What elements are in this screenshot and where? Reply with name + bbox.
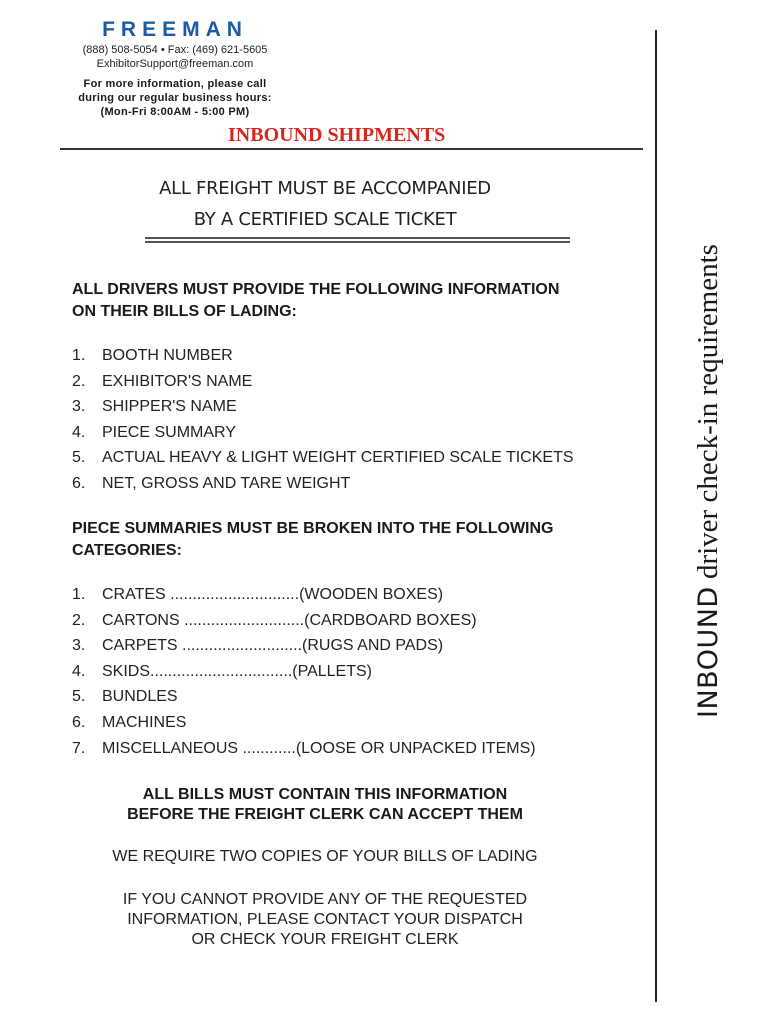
contact-notice-line-2: INFORMATION, PLEASE CONTACT YOUR DISPATCH [127, 911, 523, 928]
list-text: SKIDS................................(PALLETS) [102, 662, 372, 680]
list-text: MACHINES [102, 713, 187, 731]
list-item [72, 710, 536, 736]
list-item [72, 736, 536, 762]
side-title [692, 244, 725, 718]
list-number: 3. [72, 637, 86, 655]
side-title-rest: driver check-in requirements [692, 244, 724, 580]
list-number: 2. [72, 611, 86, 629]
list-number: 5. [72, 688, 86, 706]
list-item [72, 471, 574, 497]
list-item [72, 445, 574, 471]
list-text: CARTONS ...........................(CARDBOARD BOXES) [102, 611, 477, 629]
list-item [72, 608, 536, 634]
drivers-heading-line-1: ALL DRIVERS MUST PROVIDE THE FOLLOWING INFORMATION [72, 281, 560, 298]
list-number: 3. [72, 398, 86, 416]
page-title: INBOUND SHIPMENTS [228, 124, 446, 146]
list-item [72, 394, 574, 420]
contact-notice-line-1: IF YOU CANNOT PROVIDE ANY OF THE REQUESTED [122, 891, 528, 908]
list-text: CRATES .............................(WOODEN BOXES) [102, 586, 444, 603]
category-list [72, 582, 536, 761]
list-number: 2. [72, 372, 86, 390]
contact-notice-line-3: OR CHECK YOUR FREIGHT CLERK [191, 931, 459, 948]
drivers-heading-line-2: ON THEIR BILLS OF LADING: [72, 303, 297, 320]
contact-notice [40, 890, 610, 950]
list-text: PIECE SUMMARY [102, 423, 236, 441]
categories-heading-line-1: PIECE SUMMARIES MUST BE BROKEN INTO THE FOLLOWING [72, 520, 554, 537]
list-number: 4. [72, 423, 86, 441]
hours-line-2: during our regular business hours: [78, 92, 272, 104]
side-title-inbound: INBOUND [693, 586, 724, 718]
list-number: 6. [72, 474, 86, 492]
copies-notice: WE REQUIRE TWO COPIES OF YOUR BILLS OF LADING [112, 848, 538, 865]
freight-notice-line-2: BY A CERTIFIED SCALE TICKET [193, 209, 457, 230]
business-hours [60, 77, 290, 119]
list-number: 7. [72, 739, 86, 757]
list-text: SHIPPER'S NAME [102, 398, 237, 416]
support-email[interactable]: ExhibitorSupport@freeman.com [96, 58, 254, 70]
hours-line-3: (Mon-Fri 8:00AM - 5:00 PM) [100, 106, 250, 118]
list-text: EXHIBITOR'S NAME [102, 372, 253, 390]
drivers-heading [72, 279, 632, 323]
list-text: BUNDLES [102, 688, 178, 706]
list-number: 5. [72, 449, 86, 467]
list-item [72, 369, 574, 395]
freight-divider [145, 237, 570, 245]
list-text: ACTUAL HEAVY & LIGHT WEIGHT CERTIFIED SCALE TICKETS [102, 449, 574, 467]
list-text: NET, GROSS AND TARE WEIGHT [102, 474, 351, 492]
phone-fax: (888) 508-5054 • Fax: (469) 621-5605 [82, 44, 268, 56]
list-item [72, 684, 536, 710]
list-item [72, 659, 536, 685]
title-divider [60, 148, 643, 150]
freeman-logo: FREEMAN [102, 18, 248, 41]
list-text: CARPETS ...........................(RUGS AND PADS) [102, 637, 444, 655]
bills-notice [40, 785, 610, 825]
hours-line-1: For more information, please call [83, 78, 267, 90]
list-number: 6. [72, 713, 86, 731]
list-item [72, 582, 536, 608]
list-text: BOOTH NUMBER [102, 347, 233, 364]
bills-notice-line-2: BEFORE THE FREIGHT CLERK CAN ACCEPT THEM [127, 806, 523, 823]
categories-heading-line-2: CATEGORIES: [72, 542, 182, 559]
freight-notice-line-1: ALL FREIGHT MUST BE ACCOMPANIED [159, 178, 491, 199]
side-divider [655, 30, 657, 1002]
list-number: 4. [72, 662, 86, 680]
bills-notice-line-1: ALL BILLS MUST CONTAIN THIS INFORMATION [142, 786, 508, 803]
list-item [72, 343, 574, 369]
list-number: 1. [72, 347, 86, 364]
categories-heading [72, 518, 632, 562]
list-item [72, 633, 536, 659]
list-item [72, 420, 574, 446]
driver-info-list [72, 343, 574, 497]
list-text: MISCELLANEOUS ............(LOOSE OR UNPACKED ITEMS) [102, 739, 536, 757]
list-number: 1. [72, 586, 86, 603]
